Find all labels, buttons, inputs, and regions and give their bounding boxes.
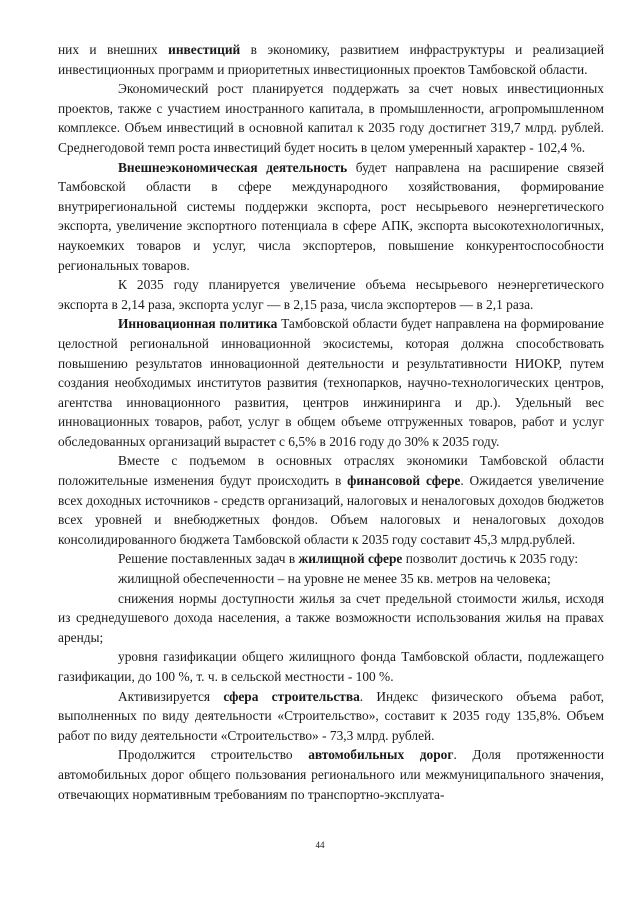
paragraph bbox=[58, 569, 604, 589]
page-number: 44 bbox=[315, 840, 325, 850]
bold-term: финансовой сфере bbox=[347, 473, 461, 489]
paragraph bbox=[58, 589, 604, 648]
paragraph bbox=[58, 687, 604, 746]
text-span: уровня газификации общего жилищного фонда Тамбовской области, подлежащего газификации, до 100 %, т. ч. в сельской местности - 100 %. bbox=[58, 649, 604, 684]
paragraph bbox=[58, 451, 604, 549]
paragraph bbox=[58, 40, 604, 79]
text-span: будет направлена на расширение связей Тамбовской области в сфере международного хозяйствования, формирование внутрирегиональной системы поддержки экспорта, рост несырьевого неэнергетического экспорта, увеличение экспортного потенциала в сфере АПК, экспорта высокотехнологичных, наукоемких товаров и услуг, числа экспортеров, повышение конкурентоспособности региональных товаров. bbox=[58, 159, 604, 273]
paragraph bbox=[58, 275, 604, 314]
paragraph bbox=[58, 745, 604, 804]
text-span: в экономику, развитием инфраструктуры и реализацией инвестиционных программ и приоритетных инвестиционных проектов Тамбовской области. bbox=[58, 42, 604, 77]
bold-term: Внешнеэкономическая деятельность bbox=[118, 159, 348, 175]
text-span: позволит достичь к 2035 году: bbox=[402, 551, 579, 567]
text-span: Решение поставленных задач в bbox=[118, 551, 299, 567]
text-span: жилищной обеспеченности – на уровне не менее 35 кв. метров на человека; bbox=[118, 571, 551, 587]
bold-term: Инновационная политика bbox=[118, 316, 278, 332]
paragraph bbox=[58, 314, 604, 451]
text-span: снижения нормы доступности жилья за счет предельной стоимости жилья, исходя из среднедушевого дохода населения, а также возможности использования жилья на правах аренды; bbox=[58, 590, 604, 645]
text-span: . Индекс физического объема работ, выполненных по виду деятельности «Строительство», составит к 2035 году 135,8%. Объем работ по виду деятельности «Строительство» - 73,3 млрд. рублей. bbox=[58, 688, 604, 743]
paragraph bbox=[58, 79, 604, 157]
text-span: . Доля протяженности автомобильных дорог общего пользования регионального или межмуниципального значения, отвечающих нормативным требованиям по транспортно-эксплуата- bbox=[58, 747, 604, 802]
bold-term: жилищной сфере bbox=[298, 551, 403, 567]
text-span: Тамбовской области будет направлена на формирование целостной региональной инновационной экосистемы, которая должна способствовать повышению результатов инновационной деятельности и результативности НИОКР, путем создания необходимых институтов развития (технопарков, научно-технологических центров, агентства инновационного развития, центров инжиниринга и др.). Удельный вес инновационных товаров, работ, услуг в общем объеме отгруженных товаров, работ и услуг обследованных организаций вырастет с 6,5% в 2016 году до 30% к 2035 году. bbox=[58, 316, 604, 449]
text-span: Активизируется bbox=[118, 688, 224, 704]
text-span: Экономический рост планируется поддержать за счет новых инвестиционных проектов, также с участием иностранного капитала, в промышленности, агропромышленном комплексе. Объем инвестиций в основной капитал к 2035 году достигнет 319,7 млрд. рублей. Среднегодовой темп роста инвестиций будет носить в целом умеренный характер - 102,4 %. bbox=[58, 81, 604, 155]
text-span: . Ожидается увеличение всех доходных источников - средств организаций, налоговых и неналоговых доходов бюджетов всех уровней и внебюджетных фондов. Объем налоговых и неналоговых доходов консолидированного бюджета Тамбовской области к 2035 году составит 45,3 млрд.рублей. bbox=[58, 473, 604, 547]
text-span: Продолжится строительство bbox=[118, 747, 309, 763]
bold-term: инвестиций bbox=[168, 42, 241, 57]
bold-term: автомобильных дорог bbox=[308, 747, 454, 763]
text-span: них и внешних bbox=[58, 42, 169, 57]
bold-term: сфера строительства bbox=[223, 688, 360, 704]
paragraph bbox=[58, 549, 604, 569]
text-span: К 2035 году планируется увеличение объема несырьевого неэнергетического экспорта в 2,14 раза, экспорта услуг — в 2,15 раза, числа экспортеров — в 2,1 раза. bbox=[58, 277, 604, 312]
page-body bbox=[58, 40, 604, 804]
paragraph bbox=[58, 647, 604, 686]
text-span: Вместе с подъемом в основных отраслях экономики Тамбовской области положительные изменения будут происходить в bbox=[58, 453, 604, 489]
paragraph bbox=[58, 158, 604, 276]
